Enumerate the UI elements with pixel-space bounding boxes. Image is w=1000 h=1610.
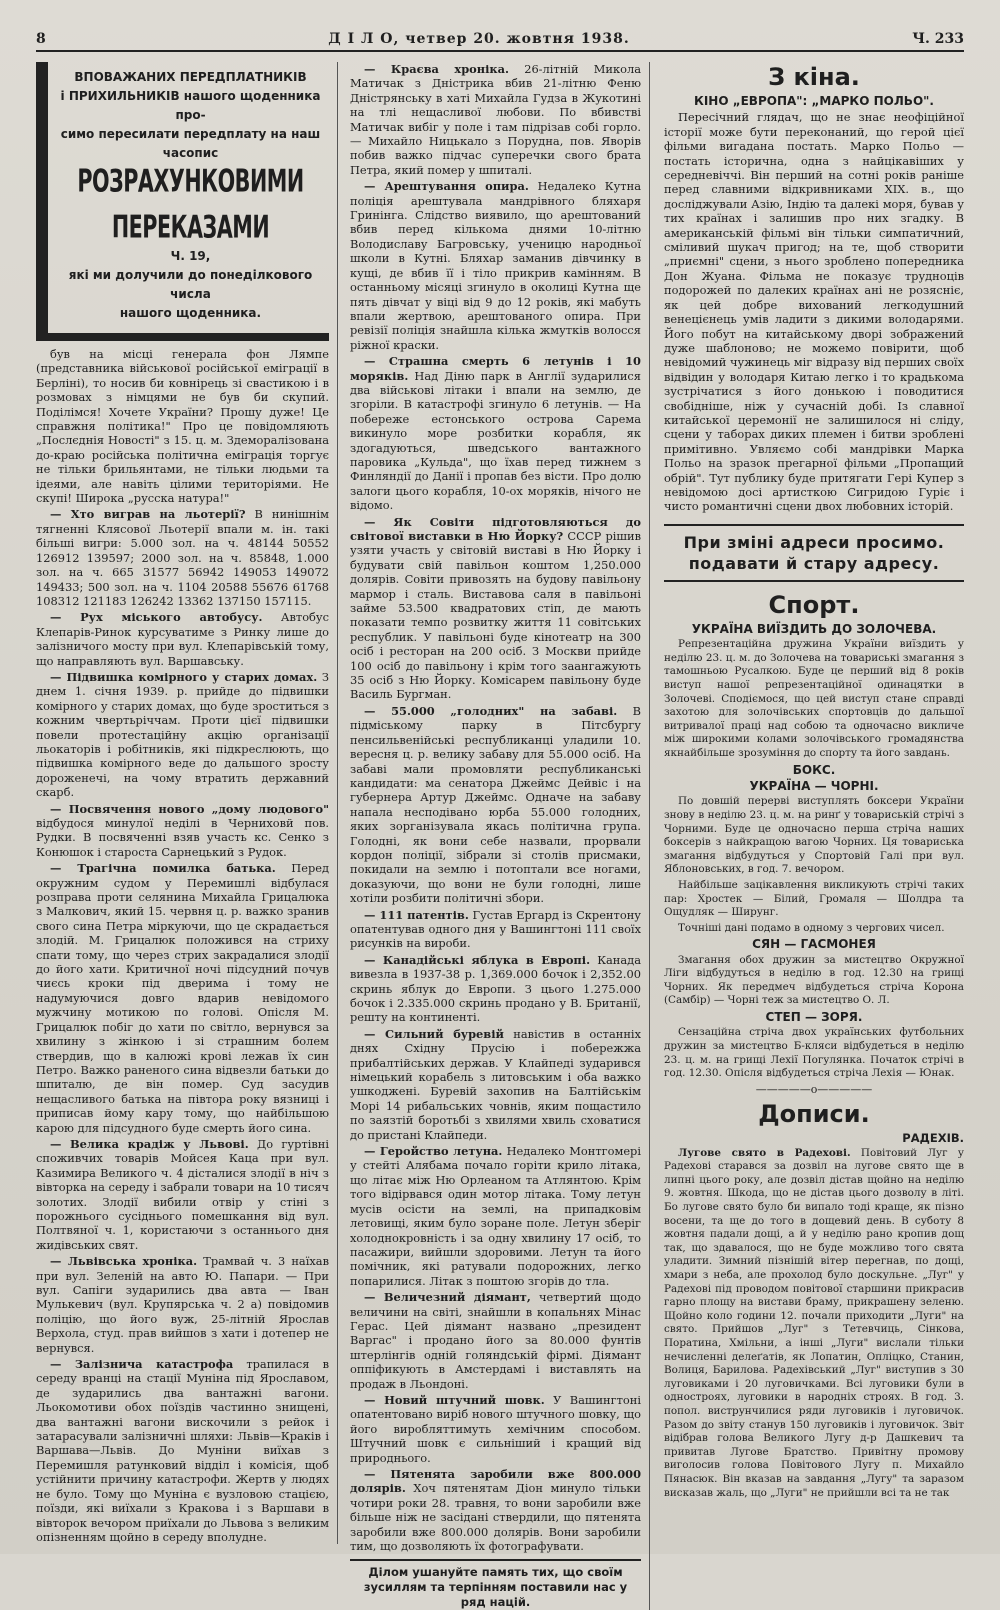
news-body: До гуртівні споживчих товарів Мойсея Каца при вул. Казимира Великого ч. 4 дісталися злодії в ніч з вівторка на середу і забрали товари на 10 тисяч золотих. Злодії вибили отвір у стіні з порожнього сусіднього помешкання від вул. Полтвяної ч. 1, користаючи з останнього дня жидівських свят. — [36, 1136, 329, 1252]
ad-line: які ми долучили до понеділкового числа — [68, 268, 313, 301]
news-headline: — Львівська хроніка. — [50, 1254, 198, 1269]
ad-line: часопис — [162, 146, 219, 160]
news-body: Канада вивезла в 1937-38 р. 1,369.000 бочок і 2,352.00 скринь яблук до Европи. З цього 1.275.000 бочок і 2.335.000 скринь продано у В. Британії, решту на континенті. — [350, 952, 641, 1025]
subscription-ad — [36, 62, 329, 341]
news-headline: — Як Совіти підготовляються до світової виставки в Ню Йорку? — [350, 514, 641, 543]
news-body: Недалеко Монтгомері у стейті Алябама почало горіти крило літака, що літає між Ню Орлеаном та Атлянтою. Крім того відірвався один мотор літака. Тому летун мусів осісти на землі, на припадковім летовищі, яким було зоране поле. Летун зберіг холоднокровність і за одну хвилину 17 осіб, то пасажири, вийшли здоровими. Летун та його помічник, які ратували подорожних, легко попарилися. Літак з поштою згорів до тла. — [350, 1144, 641, 1288]
letters-place: РАДЕХІВ. — [902, 1131, 964, 1146]
cinema-review: Пересічний глядач, що не знає неофіційної історії може бути переконаний, що герой цієї фільми вигадана постать. Марко Польо — постать історична, одна з найцікавіших у середневіччі. Він перший на сотні років раніше перед славними відкривниками XIX. в., що досліджували Азію, Індію та далекі моря, бував у тих країнах і залишив про них згадку. В американській фільмі він тільки симпатичний, сміливий шукач пригод; на те, щоб створити „приємні" сцени, з нього зроблено попередника Дон Жуана. Фільма не показує трудноців подорожей по далеких країнах ані не розясніє, як цей добре вихований легкодушний венецієнець умів ладити з дикими володарями. Його побут на китайському дворі зображений дуже шаблоново; не можемо повірити, щоб невідомий чужинець міг відразу від перших своїх відвідин у володаря Китаю легко і то крадькома зустрічатися з його донькою і поводитися свобідніше, ніж у сучасній добі. Із славної китайської церемонії не залишилося ні сліду, сцени у таборах диких племен і битви зроблені примітивно. Увляємо собі мандрівки Марка Польо на зразок прегарної фільми „Пропащий обрій". Тут публику буде притягати Гері Купер з невідомою досі артисткою Сигридою Гуріє і чисто романтичні сцени двох любовних історій. — [664, 110, 964, 514]
news-item — [36, 802, 329, 860]
ad-headline: РОЗРАХУНКОВИМИ ПЕРЕКАЗАМИ — [77, 164, 304, 246]
issue-number: Ч. 233 — [912, 31, 964, 47]
news-headline: — Пятенята заробили вже 800.000 долярів. — [350, 1467, 641, 1496]
news-headline: — 55.000 „голодних" на забаві. — [364, 703, 618, 718]
news-item — [350, 704, 641, 906]
news-item — [350, 953, 641, 1025]
footer-slogan: Ділом ушануйте память тих, що своїм зусиллям та терпінням поставили нас у ряд націй. — [350, 1559, 641, 1610]
news-item — [350, 908, 641, 951]
news-body: Перед окружним судом у Перемишлі відбулася розправа проти селянина Михайла Грицалюка з Малкович, який 15. червня ц. р. важко зранив свого сина Петра міркуючи, що це скрадається злодій. М. Грицалюк положився на стриху спати тому, що через стрих закрадалися злодії до його хати. Критичної ночі підсудний почув чиєсь кроки під дверима і тому не надумуючися довго вдарив невідомого мужчину мотикою по голові. Опісля М. Грицалюк побіг до хати по світло, вернувся за хвилину з жінкою і зі страшним болем ствердив, що в калюжі крові лежав їх син Петро. Важко раненого сина відвезли батьки до шпиталю, де він помер. Суд засудив нещасливого батька на півтора року вязниці і приписав йому кару тому, що найбільшою карою для підсудного буде смерть його сина. — [36, 861, 329, 1135]
news-body: Автобус Клепарів-Ринок курсуватиме з Ринку лише до залізничого мосту при вул. Клепарівській тому, що направляють вул. Варшавську. — [36, 610, 329, 668]
news-body: Недалеко Кутна поліція арештувала мандрівного бляхаря Гринінга. Слідство виявило, що арештований вбив перед кількома днями 10-літню Володиславу Багровську, ученицю народньої школи в Кутні. Бляхар заманив дівчинку в кущі, де вбив її і тіло прикрив камінням. В останньому місяці згинуло в околиці Кутна ще пять дівчат у віці від 9 до 12 років, які мабуть впали жертвою, арештованого опира. При ревізії поліція знайшла кілька жмутків волосся рiжної краски. — [350, 179, 641, 352]
sport-text: Репрезентаційна дружина України виїздить у неділю 23. ц. м. до Золочева на товариські змагання з тамошньою Русалкою. Буде це перший від 8 років виступ нашої репрезентаційної одинацятки в Золочеві. Сподіємося, що цей виступ стане справді захотою для золочівських спортовців до дальшої витривалої праці над собою та одночасно викличе між широкими колами золочівського громадянства якнайбільше зрозуміння до спорту та його завдань. — [664, 638, 964, 759]
cinema-section-title: З кіна. — [768, 63, 860, 91]
news-body: Над Діню парк в Англії зударилися два військові літаки і впали на землю, де згоріли. В катастрофі згинуло 6 летунів. — На побереже естонського острова Сарема викинуло море розбитки корабля, як здогадуються, шведського вантажного паровика „Кульда", що їхав перед тижнем з Финляндії до Данії і пропав без вісти. Про долю залоги цього корабля, 10-ох моряків, нічого не відомо. — [350, 368, 641, 513]
news-body: З днем 1. січня 1939. р. прийде до підвишки комірного у старих домах, що буде зроститься з кожним чвертьріччам. Проти цієї підвишки повели протестаційну акцію організації льокаторів і робітників, які підкреслюють, що підвишка комірного веде до дальшого зросту дороженечі, на чому втратить державний скарб. — [36, 669, 329, 800]
news-headline: — Величезний діямант, — [364, 1290, 531, 1305]
news-body: Трамвай ч. 3 наїхав при вул. Зеленій на авто Ю. Папари. — При вул. Сапіги зударились два авта — Іван Мулькевич (вул. Крупярська ч. 2 а) повідомив поліцію, що його вуж, 25-літній Ярослав Верхола, студ. прав вийшов з хати і дотепер не вернувся. — [36, 1254, 329, 1355]
letters-item — [664, 1147, 964, 1500]
box-text: Точніші дані подамо в одному з чергових чисел. — [678, 921, 945, 934]
news-body: навістив в останніх днях Східну Прусію і побережжа прибалтійських держав. У Клайпеді зударився німецький корабель з литовським і оба важко ушкоджені. Буревій захопив на Балтійськім Морі 14 рибальських човнів, яким пощастило по заязтій боротьбі з хвилями хвиль сховатися до пристані Клайпеди. — [350, 1026, 641, 1142]
news-headline: — 111 патентів. — [364, 907, 469, 922]
news-headline: — Краєва хроніка. — [364, 62, 509, 76]
news-headline: — Підвишка комірного у старих домах. — [50, 669, 318, 684]
letters-headline: Лугове свято в Радехові. — [678, 1146, 851, 1159]
sport-subheading: УКРАЇНА ВИЇЗДИТЬ ДО ЗОЛОЧЕВА. — [691, 621, 937, 636]
column-2 — [350, 62, 650, 1610]
cinema-subheading: КІНО „ЕВРОПА": „МАРКО ПОЛЬО". — [694, 94, 934, 108]
news-headline: — Новий штучний шовк. — [364, 1392, 545, 1407]
box-title: БОКС. — [792, 762, 836, 777]
page-number: 8 — [36, 31, 46, 47]
news-headline: — Канадійські яблука в Европі. — [364, 952, 591, 967]
news-item — [350, 179, 641, 352]
news-body: СССР рішив узяти участь у світовій виставі в Ню Йорку і будувати свій павільон коштом 1,250.000 долярів. Совіти привозять на будову павільону мармор і сталь. Виставова саля в павільоні займе 53.500 квадратових стіп, де мають показати темпо розвитку життя 11 совітських республик. У павільоні буде кінотеатр на 300 осіб і ресторан на 200 осіб. З Москви прийде 100 осіб до павільону і крім того заангажують 35 осіб з Ню Йорку. Комісарем павільону буде Василь Бургман. — [350, 529, 641, 702]
news-item — [36, 670, 329, 800]
news-body: У Вашингтоні опатентовано виріб нового штучного шовку, що його виробляттимуть хемічним способом. Штучний шовк є сильніший і кращий від природнього. — [350, 1392, 641, 1465]
masthead-title: Д І Л О, четвер 20. жовтня 1938. — [328, 31, 630, 47]
news-item — [36, 1254, 329, 1355]
news-headline: — Геройство летуна. — [364, 1144, 503, 1159]
news-body: трапилася в середу вранці на стації Муніна під Ярославом, де зударились два вантажні вагони. Льокомотиви обох поїздів частинно знищені, два вантажні вагони вискочили з рейок і затарасували залізничні шляхи: Львів—Краків і Варшава—Львів. До Муніни виїхав з Перемишля ратунковий відділ і комісія, щоб устійнити причину катастрофи. Жертв у людях не було. Тому що Муніна є вузловою стацією, поїзди, які виїхали з Кракова і з Варшави в вівторок вечором приїхали до Львова з великим опізненням щойно в середу вполудне. — [36, 1357, 329, 1544]
news-headline: — Арештування опира. — [364, 179, 529, 194]
news-item — [350, 1144, 641, 1288]
news-item — [350, 1467, 641, 1553]
column-3 — [664, 62, 964, 1500]
news-body: Густав Ергард із Скрентону опатентував одного дня у Вашингтоні 111 своїх рисунків на вироби. — [350, 907, 641, 951]
news-body: четвертий щодо величини на світі, знайшли в копальнях Мінас Герас. Цей діямант названо „президент Варгас" і продано його за 80.000 фунтів штерлінгів одній голяндській фірмі. Діямант оппіфикують в Амстердамі і виставлять на продаж в Льондоні. — [350, 1290, 641, 1391]
news-headline: — Трагічна помилка батька. — [50, 861, 276, 876]
news-headline: — Страшна смерть 6 летунів і 10 моряків. — [350, 354, 641, 383]
box-subheading: УКРАЇНА — ЧОРНІ. — [749, 778, 879, 793]
masthead — [36, 28, 964, 52]
news-item — [36, 610, 329, 668]
news-item — [350, 515, 641, 702]
news-item — [350, 62, 641, 177]
box-text: Найбільше зацікавлення викликують стрічі таких пар: Хростек — Білий, Громаля — Шолдра та Ощудляк — Шиpунг. — [664, 878, 964, 919]
news-item — [350, 1290, 641, 1391]
letters-section-title: Дописи. — [758, 1100, 870, 1129]
news-body: відбудося минулої неділі в Черниховй пов. Рудки. В посвяченні взяв участь кс. Сенко з Конюшок і староста Сарнецький з Рудок. — [36, 816, 329, 859]
address-change-notice: При зміні адреси просимо. подавати й стару адресу. — [664, 524, 964, 582]
ad-line: і ПРИХИЛЬНИКІВ нашого щоденника про- — [60, 89, 321, 122]
news-headline: — Рух міського автобусу. — [50, 610, 263, 625]
news-headline: — Залізнича катастрофа — [50, 1357, 234, 1372]
news-headline: — Сильний буревій — [364, 1026, 504, 1041]
news-item — [36, 1357, 329, 1544]
match-title: СТЕП — ЗОРЯ. — [765, 1010, 863, 1025]
news-body: В нинішнім тягненні Клясової Льотерії впали м. ін. такі більші вигри: 5.000 зол. на ч. 48144 50552 126912 139597; 2000 зол. на ч. 85848, 1.000 зол. на ч. 665 31577 56942 149053 149072 149433; 500 зол. на ч. 1104 20588 55676 61768 108312 121183 126242 13362 137150 157115. — [36, 507, 329, 608]
news-headline: — Хто виграв на льотерії? — [50, 507, 246, 522]
news-item — [350, 354, 641, 512]
news-body: В підміському парку в Пітсбургу пенсильвенійські республиканці уладили 10. вересня ц. р. велику забаву для 55.000 осіб. На забаві мали промовляти республиканські кандидати: ма сенатора Джеймс Дейвіс і на губернера Артур Джеймс. Одначе на забаву напала несподівано юрба 55.000 голодних, яких зорганізувала якась політична група. Голодні, як вони себе назвали, прорвали кордон поліції, зібрали зі столів присмаки, покидали на землю і потоптали все ногами, доказуючи, що вони не були голодні, лише хотіли розбити політичні збори. — [350, 703, 641, 906]
match-title: СЯН — ГАСМОНЕЯ — [752, 937, 876, 952]
letters-body: Повітовий Луг у Радехові старався за дозвіл на лугове свято ще в липні цього року, але дозвіл дістав щойно на неділю 9. жовтня. Шкода, що не дістав цього дозволу в літі. Бо лугове свято було би випало тоді краще, як пізно восени, та ще до того в дощевий день. В суботу 8 жовтня падали дощі, а й у неділю рано кропив дощ так, що здавалося, що не буде можливо того свята уладити. Зимний пізнішій вітер перегнав, по дощі, хмари з неба, але прохолод було доскульне. „Луг" у Радехові під проводом повітової старшини прикрасив гарно площу на вистави браму, прикрашену зеленю. Щойно коло години 12. почали приходити „Луги" на свято. Прийшов „Луг" з Тетевчиць, Сінкова, Поратина, Хмільни, а інші „Луги" вислали тільки нечисленні делеґатів, як Лопатин, Опліцко, Станин, Волиця, Барилова. Радехівський „Луг" виступив з 30 луговиками і 20 луговичками. Всі луговики були в одностроях, луговики в народніх строях. В год. 3. попол. виструнчилися ряди луговиків і луговичок. Разом до звіту станув 150 луговиків і луговичок. Звіт відібрав голова Великого Лугу д-р Дашкевич та привитав Лугове Братство. Привітну промову виголосив голова Повітового Лугу п. Михайло Пянасюк. Він вказав на завдання „Лугу" та заразом висказав жаль, що „Луги" не прийшли всі та не так — [664, 1146, 964, 1499]
news-item — [36, 861, 329, 1135]
ad-number: Ч. 19, — [170, 249, 211, 263]
match-text: Змагання обох дружин за мистецтво Окружної Ліги відбудуться в неділю в год. 12.30 на грищі Чорних. Як передмеч відбудеться стріча Корона (Самбір) — Чорні теж за мистецтво О. Л. — [664, 953, 964, 1007]
news-body: Хоч пятенятам Діон минуло тільки чотири роки 28. травня, то вони заробили вже більше ніж не засідані ствердили, що пятенята заробили вже 800.000 долярів. Вони заробили тим, що дозволяють їх фотографувати. — [350, 1481, 641, 1554]
article-text: був на місці генерала фон Лямпе (представника військової російської еміграції в Берліні), то носив би ковнірець зі свастикою і в розмовах з німцями не був би скупий. Поділімся! Хочете України? Прошу дуже! Це справжня політика!" Про це повідомляють „Послєднія Новості" з 15. ц. м. Здеморалізована до-краю російська політична еміграція торгує не тільки брильянтами, не тільки людьми та ідеями, але навіть цілими територіями. Не скупі! Широка „русска натура!" — [36, 347, 329, 506]
news-headline: — Посвячення нового „дому людового" — [50, 801, 329, 816]
news-headline: — Велика крадіж у Львові. — [50, 1136, 249, 1151]
news-item — [350, 1027, 641, 1142]
news-body: 26-літній Микола Матичак з Дністрика вбив 21-літню Феню Дністрянську в хаті Михайла Гудза в Жукотині на тлі нещасливої любови. По вбивстві Матичак вибіг у поле і там підрізав собі горло. — Михайло Ницькало з Порудна, пов. Яворів побив важко підчас суперечки свого брата Петра, який помер у шпиталі. — [350, 62, 641, 177]
news-item — [350, 1393, 641, 1465]
news-item — [36, 507, 329, 608]
ad-line: ВПОВАЖАНИХ ПЕРЕДПЛАТНИКІВ — [74, 70, 307, 84]
ad-line: симо пересилати передплату на наш — [60, 127, 321, 141]
news-item — [36, 1137, 329, 1252]
match-text: Сензаційна стріча двох українських футбольних дружин за мистецтво Б-кляси відбудеться в неділю 23. ц. м. на грищі Лехії Погулянка. Початок стрічі в год. 12.30. Опісля відбудеться стріча Лехія — Юнак. — [664, 1026, 964, 1080]
separator: —————o————— — [755, 1082, 873, 1096]
column-1 — [36, 62, 338, 1544]
sport-section-title: Спорт. — [768, 590, 860, 619]
box-text: По довшій перерві виступлять боксери України знову в неділю 23. ц. м. на ринґ у товариській стрічі з Чорними. Буде це одночасно перша стріча наших боксерів з найкращою вагою Чорних. Ця товариська змагання відбудуться у Спортовій Галі при вул. Яблоновських, в год. 7. вечором. — [664, 795, 964, 876]
ad-line: нашого щоденника. — [119, 306, 262, 320]
